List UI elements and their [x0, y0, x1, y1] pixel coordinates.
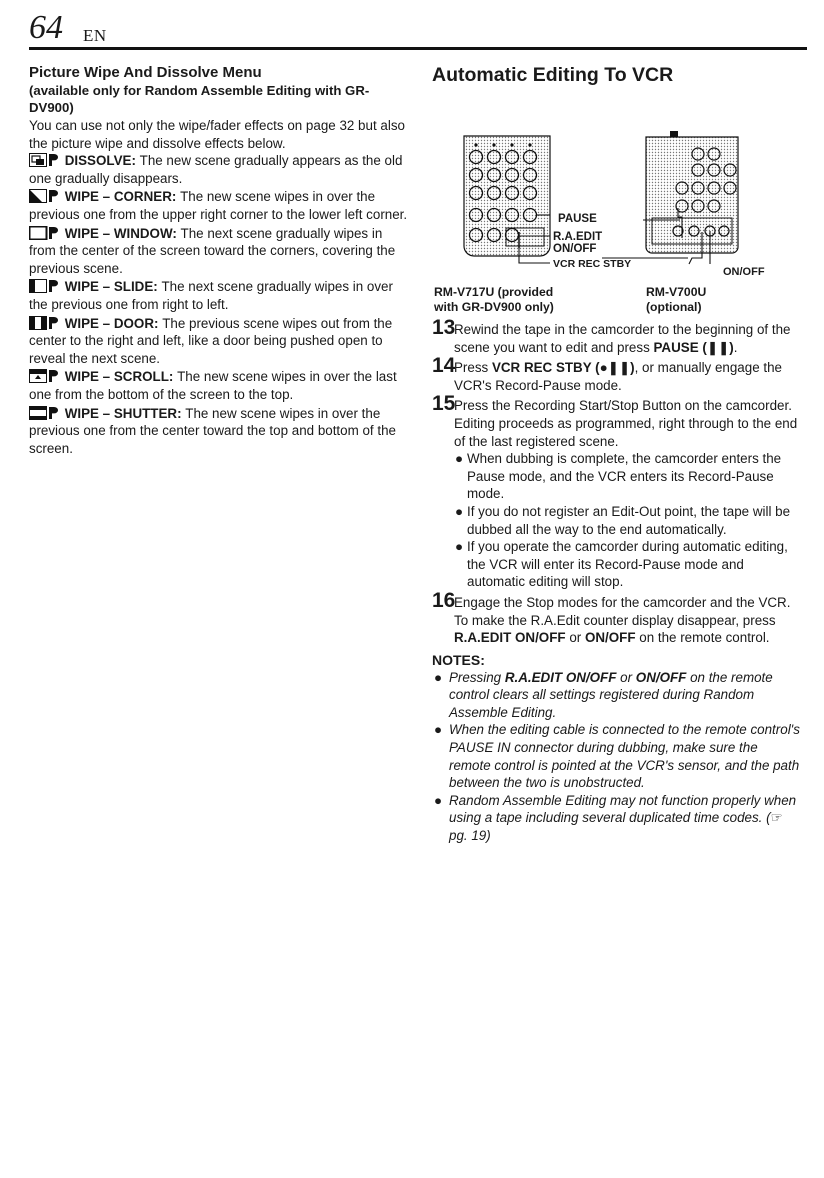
remote-right-icon — [646, 131, 738, 253]
effect-desc: The next scene gradually wipes in from the center of the screen toward the corners, covering the previous scene. — [29, 225, 396, 276]
effect-desc: The new scene wipes in over the previous one from the center toward the top and bottom of the screen. — [29, 405, 396, 456]
right-column — [432, 64, 802, 845]
effect-name: WIPE – WINDOW — [64, 225, 173, 241]
dissolve-icon — [29, 153, 59, 167]
effect-name: DISSOLVE — [64, 153, 132, 169]
effect-desc: The next scene gradually wipes in over the previous one from right to left. — [29, 279, 393, 312]
step-number: 15 — [432, 392, 456, 416]
remote-control-figure — [432, 100, 802, 314]
effect-item-wipe-door: WIPE – DOOR: The previous scene wipes out from the center to the right and left, like a door being pushed open to reveal the next scene. — [29, 315, 393, 366]
label-pause: PAUSE — [558, 213, 597, 225]
wipe-door-icon — [29, 316, 59, 330]
header-rule — [29, 47, 807, 50]
wipe-shutter-icon — [29, 406, 59, 420]
step-number: 16 — [432, 588, 456, 612]
step-13: 13 Rewind the tape in the camcorder to the beginning of the scene you want to edit and press PAUSE (❚❚). — [432, 316, 791, 355]
note-item: ● When the editing cable is connected to the remote control's PAUSE IN connector during dubbing, make sure the remote control is pointed at the VCR's sensor, and the path between the two is unobstructed. — [434, 722, 800, 791]
step-number: 14 — [432, 354, 456, 378]
steps-list — [432, 316, 802, 647]
wipe-window-icon — [29, 226, 59, 240]
effect-item-wipe-slide: WIPE – SLIDE: The next scene gradually wipes in over the previous one from right to left. — [29, 279, 393, 312]
section-subtitle: (available only for Random Assemble Editing with GR-DV900) — [29, 83, 370, 115]
page-number: 64 — [29, 9, 63, 46]
effect-item-wipe-shutter: WIPE – SHUTTER: The new scene wipes in over the previous one from the center toward the top and bottom of the screen. — [29, 405, 396, 456]
section-title-wipe-menu: Picture Wipe And Dissolve Menu — [29, 64, 262, 81]
step-15: 15 Press the Recording Start/Stop Button on the camcorder. Editing proceeds as programmed, right through to the end of the last registered scene. ● When dubbing is complete, the camcorder enters the Pause mode, and the VCR enters its Record-Pause mode. ● If you do not register an Edit-Out point, the tape will be dubbed all the way to the end automatically. ● If you operate the camcorder during automatic editing, the VCR will enter its Record-Pause mode and automatic editing will stop. — [432, 397, 802, 591]
wipe-corner-icon — [29, 189, 59, 203]
step-14: 14 Press VCR REC STBY (●❚❚), or manually engage the VCR's Record-Pause mode. — [432, 354, 782, 393]
effect-desc: The new scene wipes in over the last one from the bottom of the screen to the top. — [29, 369, 397, 402]
effect-name: WIPE – SHUTTER — [64, 405, 178, 421]
effect-desc: The new scene gradually appears as the old one gradually disappears. — [29, 153, 403, 186]
effect-item-wipe-scroll: WIPE – SCROLL: The new scene wipes in over the last one from the bottom of the screen to the top. — [29, 369, 397, 402]
pause-symbol: ❚❚ — [706, 339, 730, 355]
caption-rm-v700u-line2: (optional) — [646, 300, 702, 314]
caption-rm-v717u-line1: RM-V717U (provided — [434, 285, 554, 299]
effect-item-wipe-corner: WIPE – CORNER: The new scene wipes in over the previous one from the upper right corner to the lower left corner. — [29, 189, 408, 222]
bullet-item: ● When dubbing is complete, the camcorder enters the Pause mode, and the VCR enters its Record-Pause mode. — [455, 451, 782, 502]
bullet-item: ● If you do not register an Edit-Out point, the tape will be dubbed all the way to the end automatically. — [455, 503, 791, 537]
intro-paragraph: You can use not only the wipe/fader effects on page 32 but also the picture wipe and dissolve effects below. — [29, 118, 405, 151]
effect-name: WIPE – DOOR — [64, 315, 155, 331]
page-language: EN — [83, 26, 107, 45]
notes-heading: NOTES: — [432, 651, 485, 668]
note-item: ● Pressing R.A.EDIT ON/OFF or ON/OFF on the remote control clears all settings registered during Random Assemble Editing. — [434, 669, 773, 720]
effect-item-wipe-window: WIPE – WINDOW: The next scene gradually wipes in from the center of the screen toward the corners, covering the previous scene. — [29, 225, 396, 276]
bullet-item: ● If you operate the camcorder during automatic editing, the VCR will enter its Record-Pause mode and automatic editing will stop. — [455, 539, 788, 590]
label-vcr-rec-stby: VCR REC STBY — [553, 258, 632, 270]
caption-rm-v717u-line2: with GR-DV900 only) — [434, 300, 554, 314]
effect-name: WIPE – CORNER — [64, 189, 172, 205]
page-header — [29, 10, 807, 48]
section-title-auto-editing: Automatic Editing To VCR — [432, 64, 674, 86]
step-16: 16 Engage the Stop modes for the camcorder and the VCR. To make the R.A.Edit counter display disappear, press R.A.EDIT ON/OFF or ON/OFF on the remote control. — [432, 588, 791, 646]
label-ra-edit: R.A.EDIT — [553, 231, 603, 243]
wipe-slide-icon — [29, 279, 59, 293]
note-item: ● Random Assemble Editing may not function properly when using a tape including several duplicated time codes. (☞ pg. 19) — [434, 792, 797, 844]
effect-item-dissolve: DISSOLVE: The new scene gradually appears as the old one gradually disappears. — [29, 153, 403, 186]
page-ref-icon: ☞ — [770, 810, 783, 826]
step-number: 13 — [432, 316, 456, 339]
left-column — [29, 64, 409, 458]
effect-name: WIPE – SCROLL — [64, 369, 169, 385]
wipe-scroll-icon — [29, 369, 59, 383]
rec-pause-symbol: ●❚❚ — [599, 360, 631, 376]
label-on-off: ON/OFF — [553, 243, 597, 255]
effect-desc: The new scene wipes in over the previous one from the upper right corner to the lower left corner. — [29, 189, 408, 222]
label-on-off-right: ON/OFF — [723, 266, 765, 278]
effect-name: WIPE – SLIDE — [64, 279, 154, 295]
effect-desc: The previous scene wipes out from the center to the right and left, like a door being pushed open to reveal the next scene. — [29, 315, 393, 366]
remote-left-icon — [464, 136, 550, 256]
caption-rm-v700u-line1: RM-V700U — [646, 285, 707, 299]
